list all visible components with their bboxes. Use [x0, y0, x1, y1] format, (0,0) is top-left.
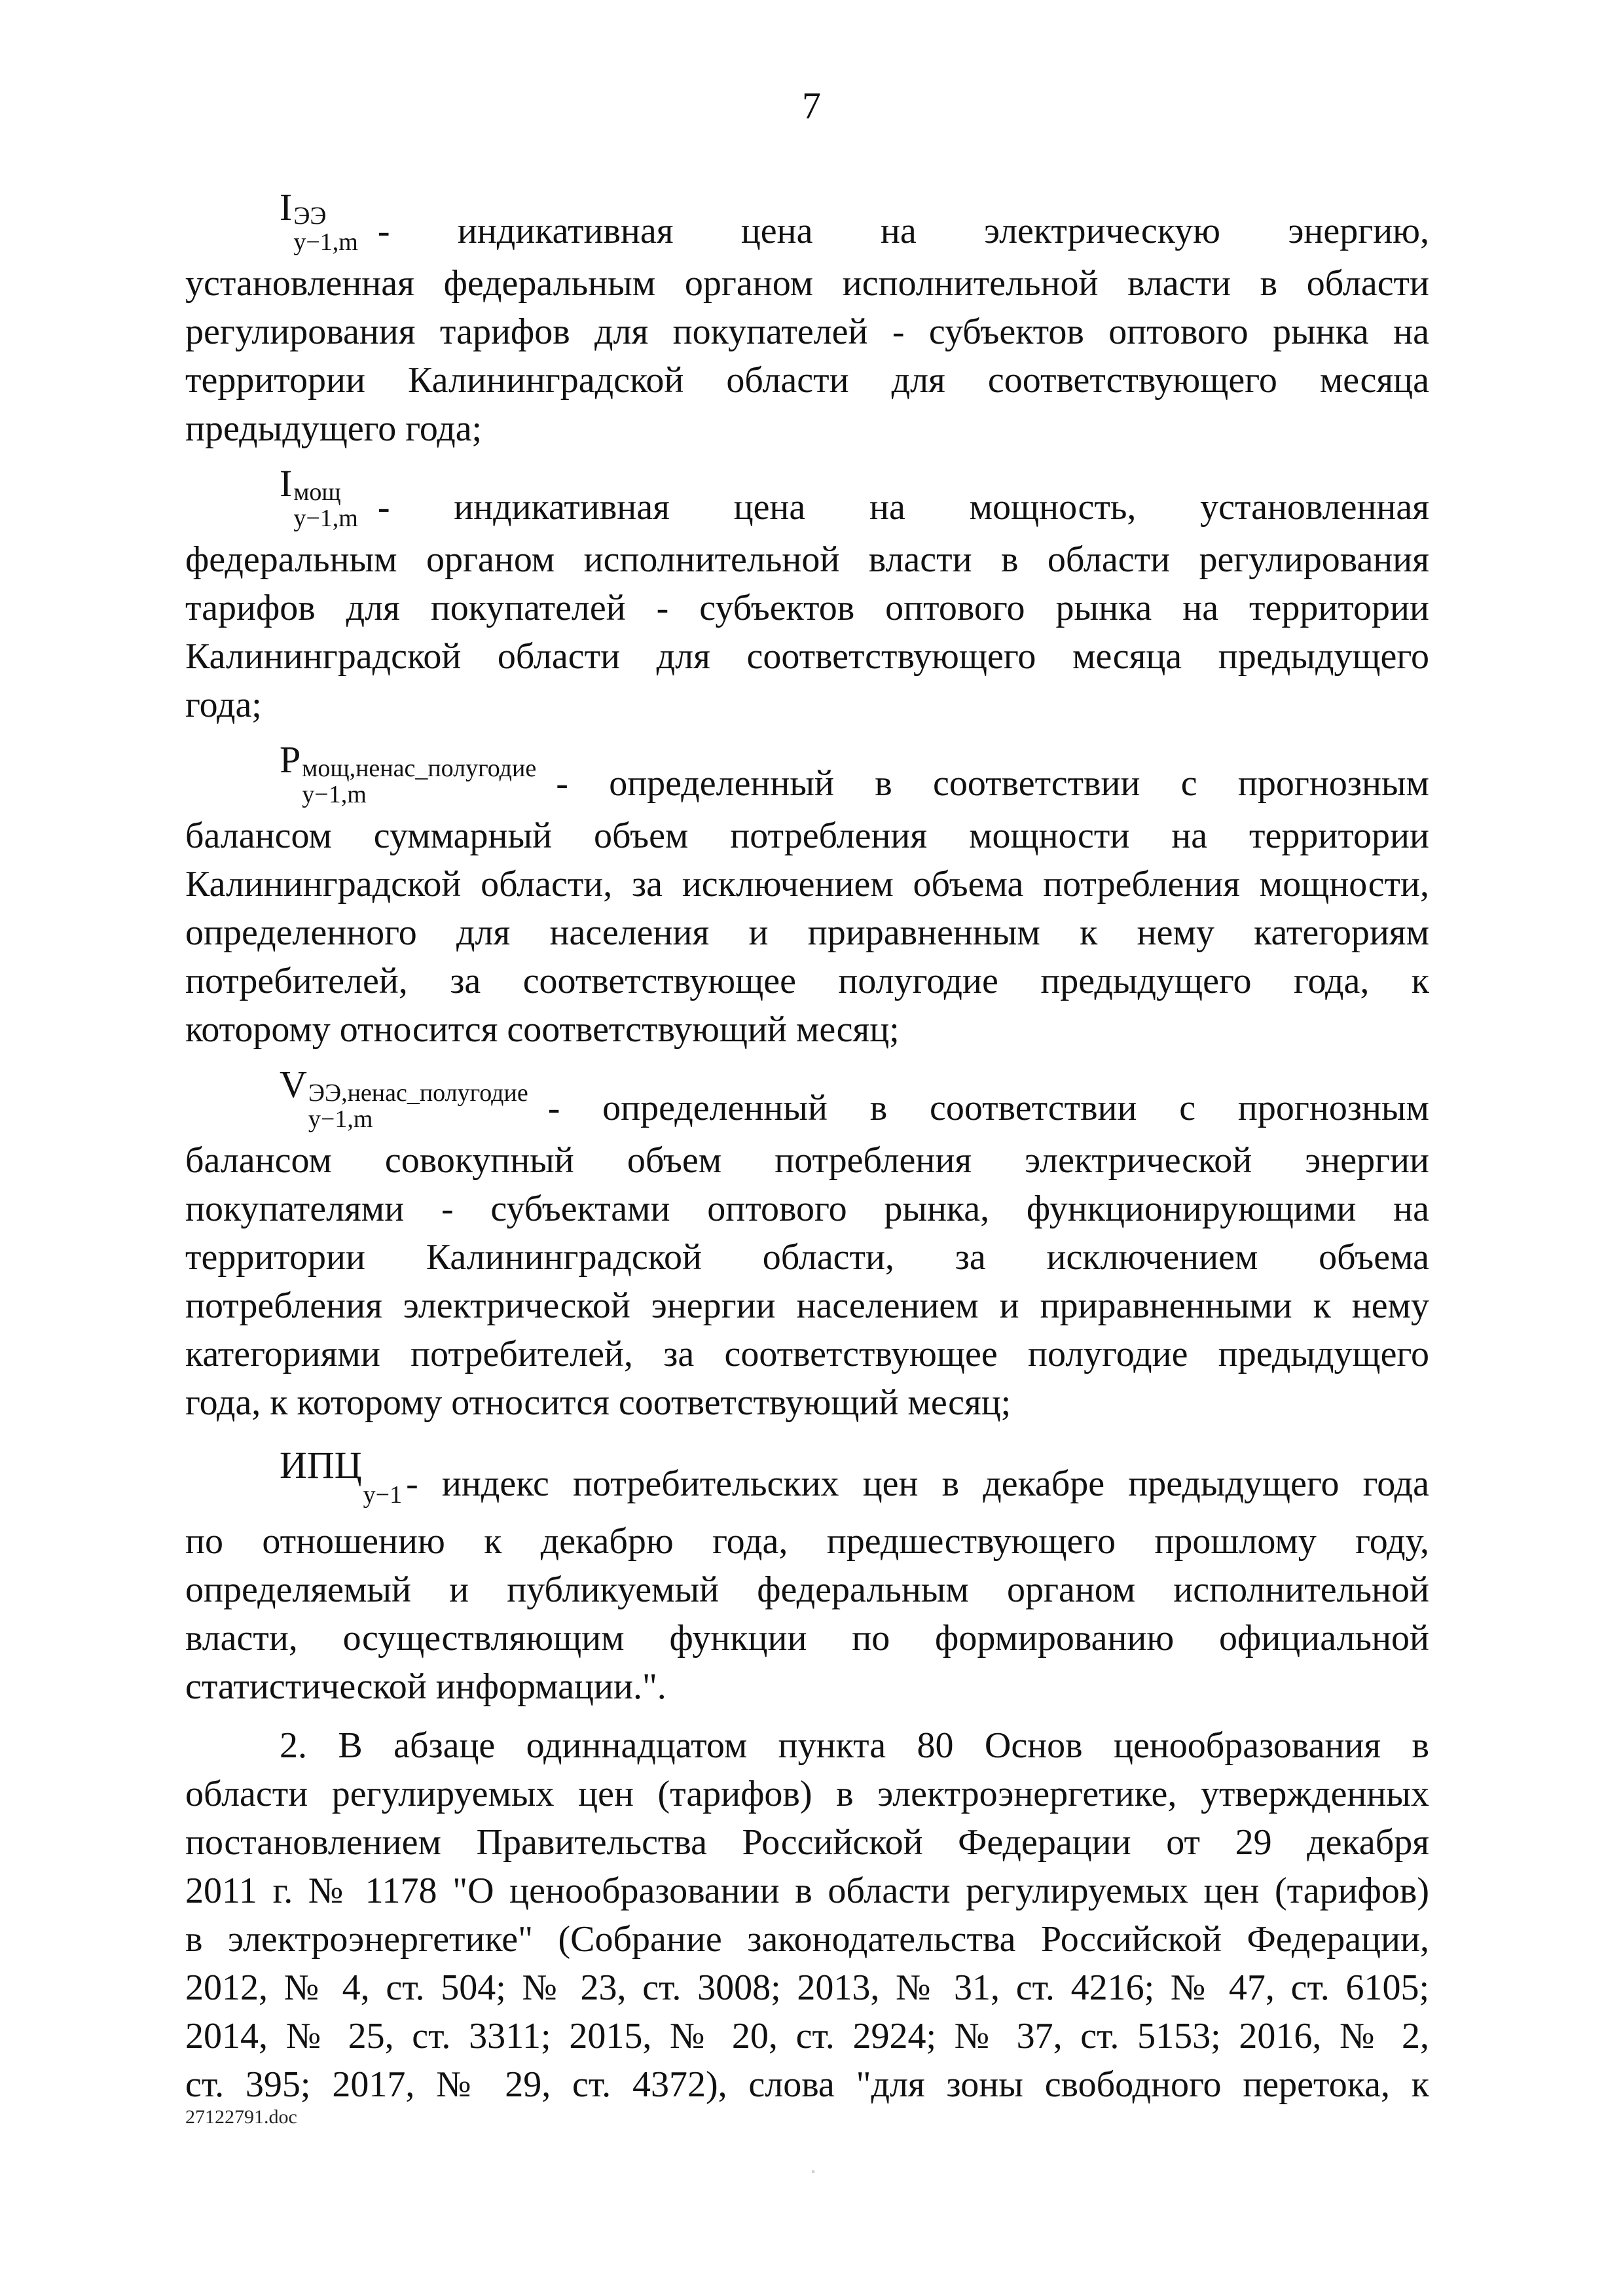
scan-dot: [812, 2170, 814, 2173]
definition-cpi: [185, 1441, 1429, 1711]
page-number: 7: [802, 84, 821, 127]
definition-energy-volume: [185, 1060, 1429, 1427]
definition-head: [280, 1441, 1429, 1508]
formula-symbol: I ЭЭ y−1,m: [280, 186, 358, 256]
formula-symbol: I мощ y−1,m: [280, 462, 358, 532]
definition-body: балансом совокупный объем потребления электрической энергии покупателями - субъектами оптового рынка, функционирующими на территории Калининградской области, за исключением объема потребления электрической энергии населением и приравненными к нему категориями потребителей, за соответствующее полугодие предыдущего года, к которому относится соответствующий месяц;: [185, 1140, 1429, 1423]
definition-head: [280, 459, 1429, 531]
paragraph-2: 2. В абзаце одиннадцатом пункта 80 Основ ценообразования в области регулируемых цен (тарифов) в электроэнергетике, утвержденных постановлением Правительства Российской Федерации от 29 декабря 2011 г. № 1178 "О ценообразовании в области регулируемых цен (тарифов) в электроэнергетике" (Собрание законодательства Российской Федерации, 2012, № 4, ст. 504; № 23, ст. 3008; 2013, № 31, ст. 4216; № 47, ст. 6105; 2014, № 25, ст. 3311; 2015, № 20, ст. 2924; № 37, ст. 5153; 2016, № 2, ст. 395; 2017, № 29, ст. 4372), слова "для зоны свободного перетока, к: [185, 1725, 1429, 2105]
definition-body: по отношению к декабрю года, предшествующего прошлому году, определяемый и публикуемый федеральным органом исполнительной власти, осуществляющим функции по формированию официальной статистической информации.".: [185, 1521, 1429, 1707]
definition-capacity-volume: [185, 736, 1429, 1054]
formula-symbol: P мощ,ненас_полугодие y−1,m: [280, 738, 537, 808]
definition-head-text: - индекс потребительских цен в декабре предыдущего года: [406, 1463, 1429, 1504]
definition-head-text: - индикативная цена на мощность, установленная: [377, 487, 1429, 528]
definition-body: установленная федеральным органом исполнительной власти в области регулирования тарифов для покупателей - субъектов оптового рынка на территории Калининградской области для соответствующего месяца предыдущего года;: [185, 263, 1429, 449]
footer-document-id: 27122791.doc: [185, 2106, 297, 2128]
definition-head-text: - индикативная цена на электрическую энергию,: [377, 211, 1429, 251]
definition-head-text: - определенный в соответствии с прогнозным: [556, 763, 1429, 804]
formula-symbol: ИПЦ y−1: [280, 1444, 403, 1509]
definition-head: [280, 1060, 1429, 1132]
definition-body: балансом суммарный объем потребления мощности на территории Калининградской области, за исключением объема потребления мощности, определенного для населения и приравненным к нему категориям потребителей, за соответствующее полугодие предыдущего года, к которому относится соответствующий месяц;: [185, 816, 1429, 1050]
definition-capacity-price: [185, 459, 1429, 729]
definition-head: [280, 183, 1429, 255]
definition-body: федеральным органом исполнительной власти в области регулирования тарифов для покупателей - субъектов оптового рынка на территории Калининградской области для соответствующего месяца предыдущего года;: [185, 539, 1429, 725]
document-body: [185, 183, 1429, 2109]
definition-head-text: - определенный в соответствии с прогнозным: [547, 1088, 1429, 1128]
definition-head: [280, 736, 1429, 808]
definition-ee-price: [185, 183, 1429, 453]
formula-symbol: V ЭЭ,ненас_полугодие y−1,m: [280, 1063, 528, 1133]
